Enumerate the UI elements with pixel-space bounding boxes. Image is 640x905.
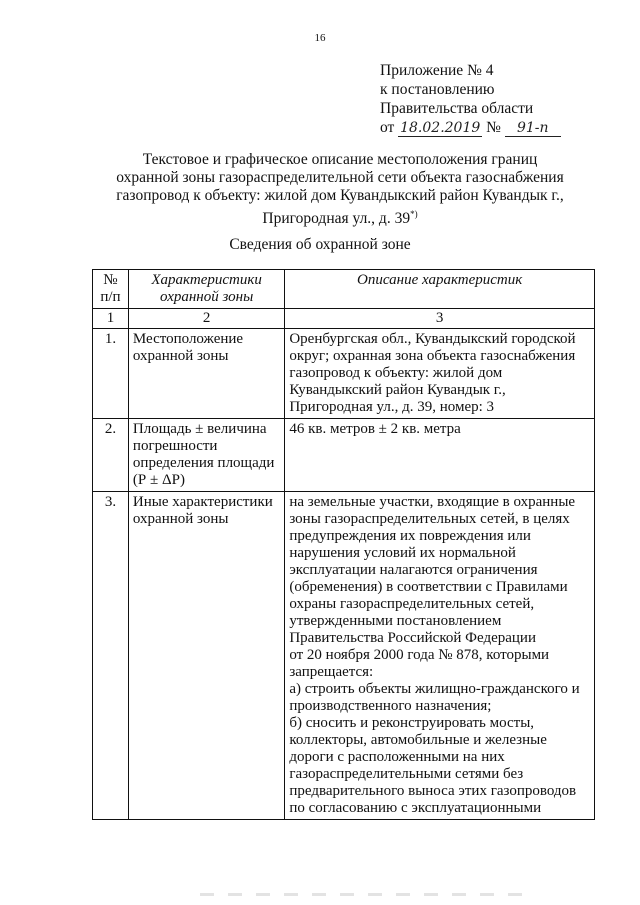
- description-line: 46 кв. метров ± 2 кв. метра: [289, 421, 461, 437]
- column-number: 2: [128, 309, 284, 329]
- appendix-block: [380, 61, 561, 137]
- description-line: Правительства Российской Федерации: [289, 630, 536, 646]
- description-line: эксплуатации налагаются ограничения: [289, 562, 538, 578]
- header-characteristics-text: Характеристики охранной зоны: [151, 272, 262, 305]
- title-line: Текстовое и графическое описание местоположения границ: [142, 151, 538, 168]
- table-row: [93, 492, 595, 820]
- header-description-text: Описание характеристик: [357, 272, 523, 288]
- appendix-line-government: Правительства области: [380, 100, 534, 117]
- bleed-through-footer: [200, 893, 530, 896]
- description-line: нарушения условий их нормальной: [289, 545, 516, 561]
- page-number: 16: [314, 32, 326, 44]
- document-title: [80, 151, 600, 228]
- description-line: производственного назначения;: [289, 698, 492, 714]
- handwritten-date: 18.02.2019: [400, 120, 481, 136]
- description-line: на земельные участки, входящие в охранные: [289, 494, 576, 510]
- number-sign: №: [486, 119, 501, 136]
- description-line: дороги с расположенными на них: [289, 749, 505, 765]
- row-description: [285, 329, 595, 419]
- table-row: [93, 419, 595, 492]
- description-line: охраны газораспределительных сетей,: [289, 596, 535, 612]
- description-line: от 20 ноября 2000 года № 878, которыми: [289, 647, 550, 663]
- footnote-mark: *): [410, 209, 418, 219]
- characteristic-line: погрешности: [132, 438, 218, 454]
- description-line: Оренбургская обл., Кувандыкский городской: [289, 331, 576, 347]
- description-line: газораспределительными сетями без: [289, 766, 524, 782]
- description-line: коллекторы, автомобильные и железные: [289, 732, 547, 748]
- column-number-row: [93, 309, 595, 329]
- appendix-date-line: [380, 118, 561, 137]
- characteristic-line: (Р ± ΔР): [132, 472, 185, 488]
- title-line: [80, 205, 600, 228]
- description-line: (обременения) в соответствии с Правилами: [289, 579, 568, 595]
- description-line: газопровод к объекту: жилой дом: [289, 365, 503, 381]
- title-line: охранной зоны газораспределительной сети объекта газоснабжения: [116, 169, 564, 186]
- section-subtitle: Сведения об охранной зоне: [229, 236, 411, 253]
- column-number: 3: [285, 309, 595, 329]
- description-line: Пригородная ул., д. 39, номер: 3: [289, 399, 495, 415]
- description-line: а) строить объекты жилищно-гражданского и: [289, 681, 580, 697]
- handwritten-number: 91-п: [505, 121, 561, 137]
- row-number: 3.: [93, 492, 129, 820]
- column-number: 1: [93, 309, 129, 329]
- row-number: 1.: [93, 329, 129, 419]
- row-description: [285, 492, 595, 820]
- characteristic-line: Местоположение: [132, 331, 244, 347]
- appendix-title: Приложение № 4: [380, 62, 494, 79]
- row-characteristic: [128, 329, 284, 419]
- table-header-row: [93, 270, 595, 309]
- row-number: 2.: [93, 419, 129, 492]
- characteristic-line: определения площади: [132, 455, 275, 471]
- description-line: утвержденными постановлением: [289, 613, 502, 629]
- characteristic-line: Иные характеристики: [132, 494, 273, 510]
- title-address: Пригородная ул., д. 39: [262, 210, 411, 227]
- description-line: округ; охранная зона объекта газоснабжения: [289, 348, 576, 364]
- description-line: предупреждения их повреждения или: [289, 528, 531, 544]
- header-number-pp: п/п: [100, 289, 121, 305]
- description-line: зоны газораспределительных сетей, в целях: [289, 511, 570, 527]
- description-line: б) сносить и реконструировать мосты,: [289, 715, 535, 731]
- description-line: предварительного выноса этих газопроводов: [289, 783, 577, 799]
- date-prefix: от: [380, 119, 395, 136]
- description-line: запрещается:: [289, 664, 374, 680]
- header-number-sign: №: [103, 272, 118, 288]
- description-line: по согласованию с эксплуатационными: [289, 800, 542, 816]
- title-line: газопровод к объекту: жилой дом Кувандыкский район Кувандык г.,: [116, 187, 564, 204]
- header-description: [285, 270, 595, 309]
- appendix-line-decree: к постановлению: [380, 81, 495, 98]
- characteristic-line: охранной зоны: [132, 348, 229, 364]
- header-characteristics: [128, 270, 284, 309]
- characteristic-line: Площадь ± величина: [132, 421, 267, 437]
- characteristic-line: охранной зоны: [132, 511, 229, 527]
- description-line: Кувандыкский район Кувандык г.,: [289, 382, 506, 398]
- row-characteristic: [128, 492, 284, 820]
- protection-zone-table: [92, 269, 595, 820]
- row-characteristic: [128, 419, 284, 492]
- table-row: [93, 329, 595, 419]
- row-description: [285, 419, 595, 492]
- header-number: [93, 270, 129, 309]
